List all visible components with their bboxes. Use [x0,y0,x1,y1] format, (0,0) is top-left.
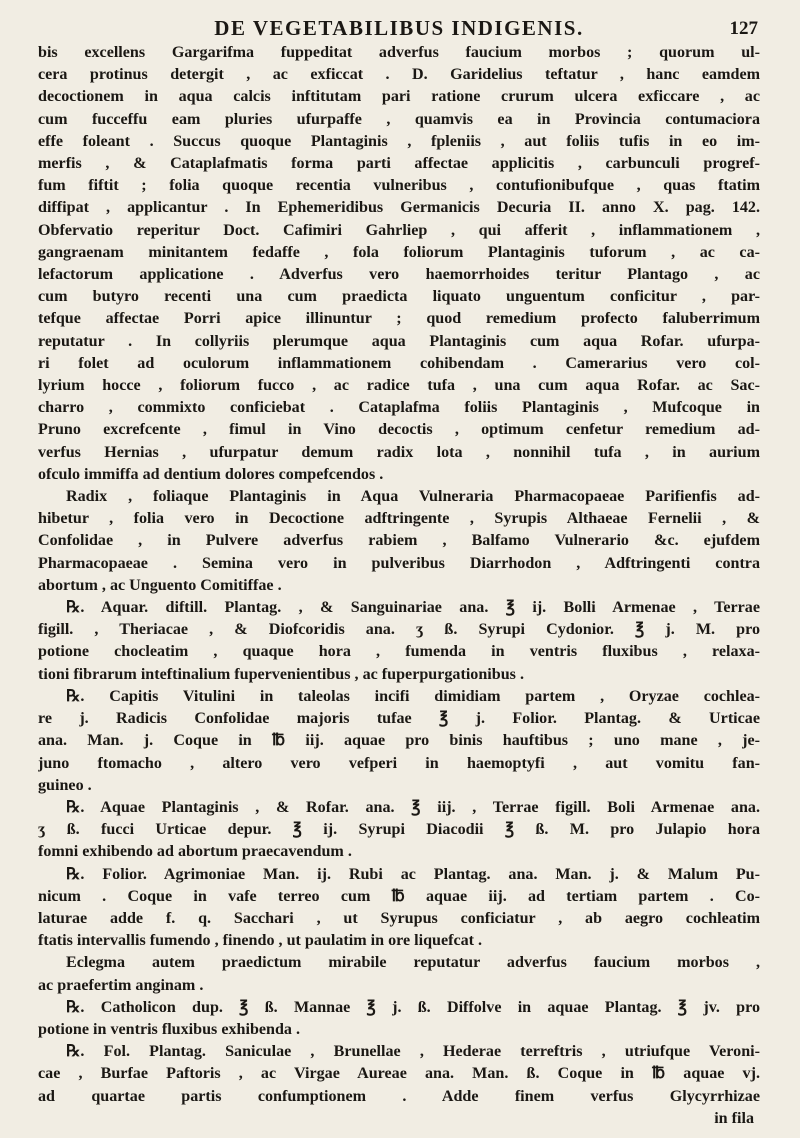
text-line: figill. , Theriacae , & Diofcoridis ana. ʒ ß. Syrupi Cydonior. ℥ j. M. pro [38,621,760,639]
text-line: ℞. Capitis Vitulini in taleolas incifi dimidiam partem , Oryzae cochlea- [66,687,760,705]
text-line: ℞. Aquae Plantaginis , & Rofar. ana. ℥ iij. , Terrae figill. Boli Armenae ana. [66,798,760,816]
text-line: fomni exhibendo ad abortum praecavendum . [38,843,352,861]
text-line: nicum . Coque in vafe terreo cum ℔ aquae iij. ad tertiam partem . Co- [38,887,760,905]
text-line: cae , Burfae Paftoris , ac Virgae Aureae ana. Man. ß. Coque in ℔ aquae vj. [38,1065,760,1083]
text-line: in fila [714,1109,754,1127]
text-line: cera protinus detergit , ac exficcat . D. Garidelius teftatur , hanc eamdem [38,66,760,84]
text-line: tefque affectae Porri apice illinuntur ; quod remedium profecto faluberrimum [38,310,760,328]
text-line: Radix , foliaque Plantaginis in Aqua Vulneraria Pharmacopaeae Parifienfis ad- [66,488,760,506]
text-line: ℞. Folior. Agrimoniae Man. ij. Rubi ac Plantag. ana. Man. j. & Malum Pu- [66,865,760,883]
text-line: effe foleant . Succus quoque Plantaginis , fpleniis , aut foliis tufis in eo im- [38,132,760,150]
text-line: hibetur , folia vero in Decoctione adftringente , Syrupis Althaeae Fernelii , & [38,510,760,528]
text-line: ℞. Catholicon dup. ℥ ß. Mannae ℥ j. ß. Diffolve in aquae Plantag. ℥ jv. pro [66,998,760,1016]
text-line: tioni fibrarum inteftinalium fupervenientibus , ac fuperpurgationibus . [38,665,524,683]
text-line: reputatur . In collyriis plerumque aqua Plantaginis cum aqua Rofar. ufurpa- [38,332,760,350]
text-line: gangraenam minitantem fedaffe , fola foliorum Plantaginis tuforum , ac ca- [38,243,760,261]
text-line: guineo . [38,776,92,794]
text-line: ana. Man. j. Coque in ℔ iij. aquae pro binis hauftibus ; uno mane , je- [38,732,760,750]
text-line: ʒ ß. fucci Urticae depur. ℥ ij. Syrupi Diacodii ℥ ß. M. pro Julapio hora [38,821,760,839]
text-line: Pharmacopaeae . Semina vero in pulveribus Diarrhodon , Adftringenti contra [38,554,760,572]
text-line: abortum , ac Unguento Comitiffae . [38,576,282,594]
text-line: ftatis intervallis fumendo , finendo , ut paulatim in ore liquefcat . [38,932,483,950]
text-line: ac praefertim anginam . [38,976,204,994]
text-line: Obfervatio reperitur Doct. Cafimiri Gahrliep , qui afferit , inflammationem , [38,221,760,239]
text-line: ofculo immiffa ad dentium dolores compefcendos . [38,465,384,483]
text-line: verfus Hernias , ufurpatur demum radix lota , nonnihil tufa , in aurium [38,443,760,461]
body-text [38,42,760,1130]
text-line: Eclegma autem praedictum mirabile reputatur adverfus faucium morbos , [66,954,760,972]
text-line: Pruno excrefcente , fimul in Vino decoctis , optimum cenfetur remedium ad- [38,421,760,439]
text-line: lefactorum applicatione . Adverfus vero haemorrhoides teritur Plantago , ac [38,266,760,284]
text-line: bis excellens Gargarifma fuppeditat adverfus faucium morbos ; quorum ul- [38,44,760,61]
text-line: potione in ventris fluxibus exhibenda . [38,1020,301,1038]
text-line: laturae adde f. q. Sacchari , ut Syrupus conficiatur , ab aegro cochleatim [38,909,760,927]
page-number: 127 [729,18,758,39]
text-line: ad quartae partis confumptionem . Adde finem verfus Glycyrrhizae [38,1087,760,1105]
text-line: fum fiftit ; folia quoque recentia vulneribus , contufionibufque , quas ftatim [38,177,760,195]
text-line: diffipat , applicantur . In Ephemeridibus Germanicis Decuria II. anno X. pag. 142. [38,199,760,217]
text-line: charro , commixto conficiebat . Cataplafma foliis Plantaginis , Mufcoque in [38,399,760,417]
text-line: Confolidae , in Pulvere adverfus rabiem , Balfamo Vulnerario &c. ejufdem [38,532,760,550]
text-line: potione chocleatim , quaque hora , fumenda in ventris fluxibus , relaxa- [38,643,760,661]
text-line: ri folet ad oculorum inflammationem cohibendam . Camerarius vero col- [38,354,760,372]
running-title: DE VEGETABILIBUS INDIGENIS. [214,16,584,40]
text-line: lyrium hocce , foliorum fucco , ac radice tufa , una cum aqua Rofar. ac Sac- [38,377,760,395]
text-line: ℞. Aquar. diftill. Plantag. , & Sanguinariae ana. ℥ ij. Bolli Armenae , Terrae [66,599,760,617]
text-line: ℞. Fol. Plantag. Saniculae , Brunellae , Hederae terreftris , utriufque Veroni- [66,1043,760,1061]
text-line: juno ftomacho , altero vero vefperi in haemoptyfi , aut vomitu fan- [38,754,760,772]
text-line: merfis , & Cataplafmatis forma parti affectae applicitis , carbunculi progref- [38,155,760,173]
text-line: decoctionem in aqua calcis inftitutam pari ratione crurum ulcera exficcare , ac [38,88,760,106]
running-header [38,14,760,42]
text-line: re j. Radicis Confolidae majoris tufae ℥ j. Folior. Plantag. & Urticae [38,710,760,728]
text-line: cum fucceffu eam pluries ufurpaffe , quamvis ea in Provincia contumaciora [38,110,760,128]
text-line: cum butyro recenti una cum praedicta liquato unguentum conficitur , par- [38,288,760,306]
